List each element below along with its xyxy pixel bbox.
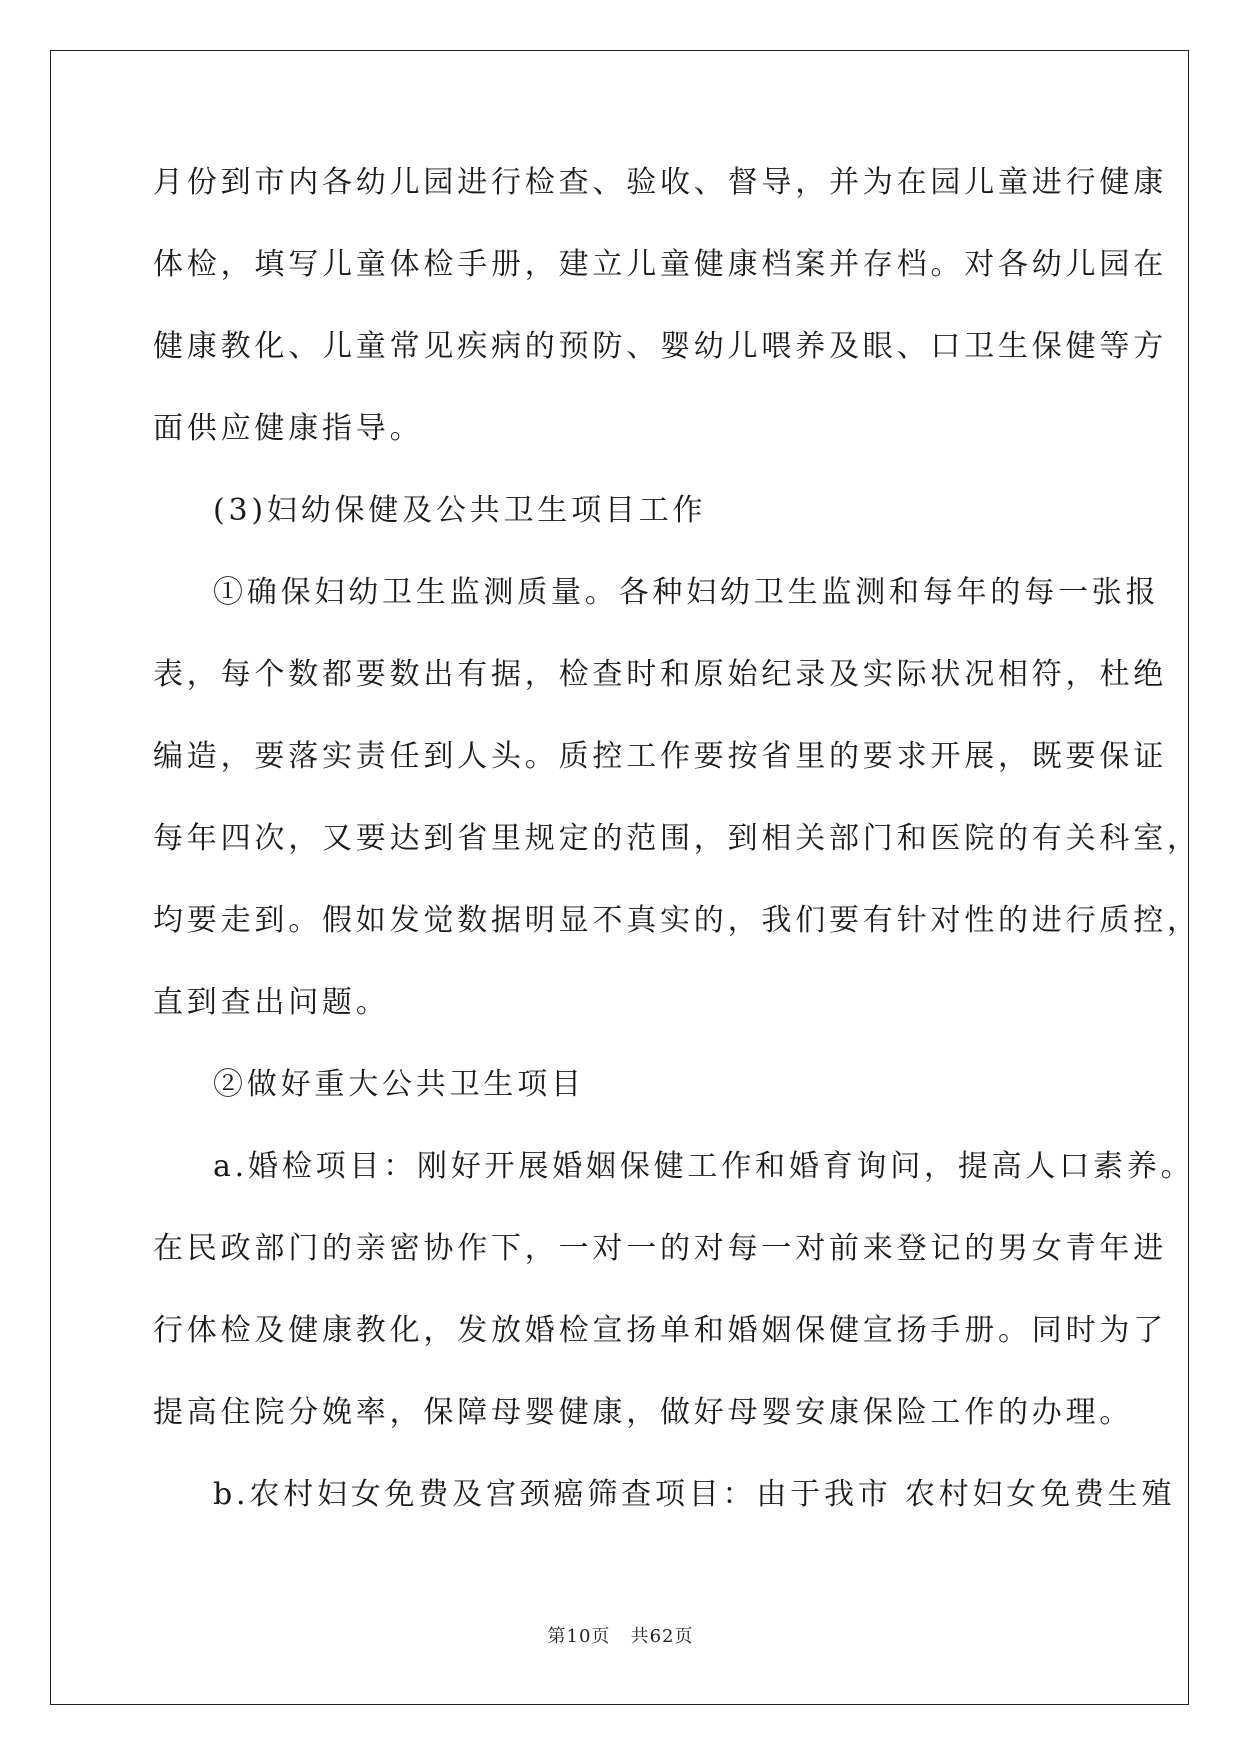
document-body (153, 159, 1201, 1553)
page-footer (0, 1622, 1241, 1648)
text-line-14: 在民政部门的亲密协作下，一对一的对每一对前来登记的男女青年进 (153, 1231, 1167, 1266)
page-total: 共62页 (630, 1626, 694, 1647)
text-line-10: 均要走到。假如发觉数据明显不真实的，我们要有针对性的进行质控， (153, 903, 1201, 938)
text-line-6: ①确保妇幼卫生监测质量。各种妇幼卫生监测和每年的每一张报 (213, 575, 1160, 610)
text-line-13: a.婚检项目：刚好开展婚姻保健工作和婚育询问，提高人口素养。 (213, 1149, 1195, 1184)
text-line-8: 编造，要落实责任到人头。质控工作要按省里的要求开展，既要保证 (153, 739, 1167, 774)
text-line-15: 行体检及健康教化，发放婚检宣扬单和婚姻保健宣扬手册。同时为了 (153, 1313, 1167, 1348)
text-line-9: 每年四次，又要达到省里规定的范围，到相关部门和医院的有关科室， (153, 821, 1201, 856)
section-heading: (3)妇幼保健及公共卫生项目工作 (213, 493, 707, 528)
page-number: 第10页 (547, 1626, 611, 1647)
text-line-7: 表，每个数都要数出有据，检查时和原始纪录及实际状况相符，杜绝 (153, 657, 1167, 692)
text-line-2: 体检，填写儿童体检手册，建立儿童健康档案并存档。对各幼儿园在 (153, 247, 1167, 282)
text-line-1: 月份到市内各幼儿园进行检查、验收、督导，并为在园儿童进行健康 (153, 165, 1167, 200)
text-line-3: 健康教化、儿童常见疾病的预防、婴幼儿喂养及眼、口卫生保健等方 (153, 329, 1167, 364)
text-line-16: 提高住院分娩率，保障母婴健康，做好母婴安康保险工作的办理。 (153, 1395, 1134, 1430)
text-line-11: 直到查出问题。 (153, 985, 390, 1020)
text-line-17: b.农村妇女免费及宫颈癌筛查项目：由于我市 农村妇女免费生殖 (213, 1477, 1176, 1512)
text-line-4: 面供应健康指导。 (153, 411, 424, 446)
subsection-heading: ②做好重大公共卫生项目 (213, 1067, 585, 1102)
